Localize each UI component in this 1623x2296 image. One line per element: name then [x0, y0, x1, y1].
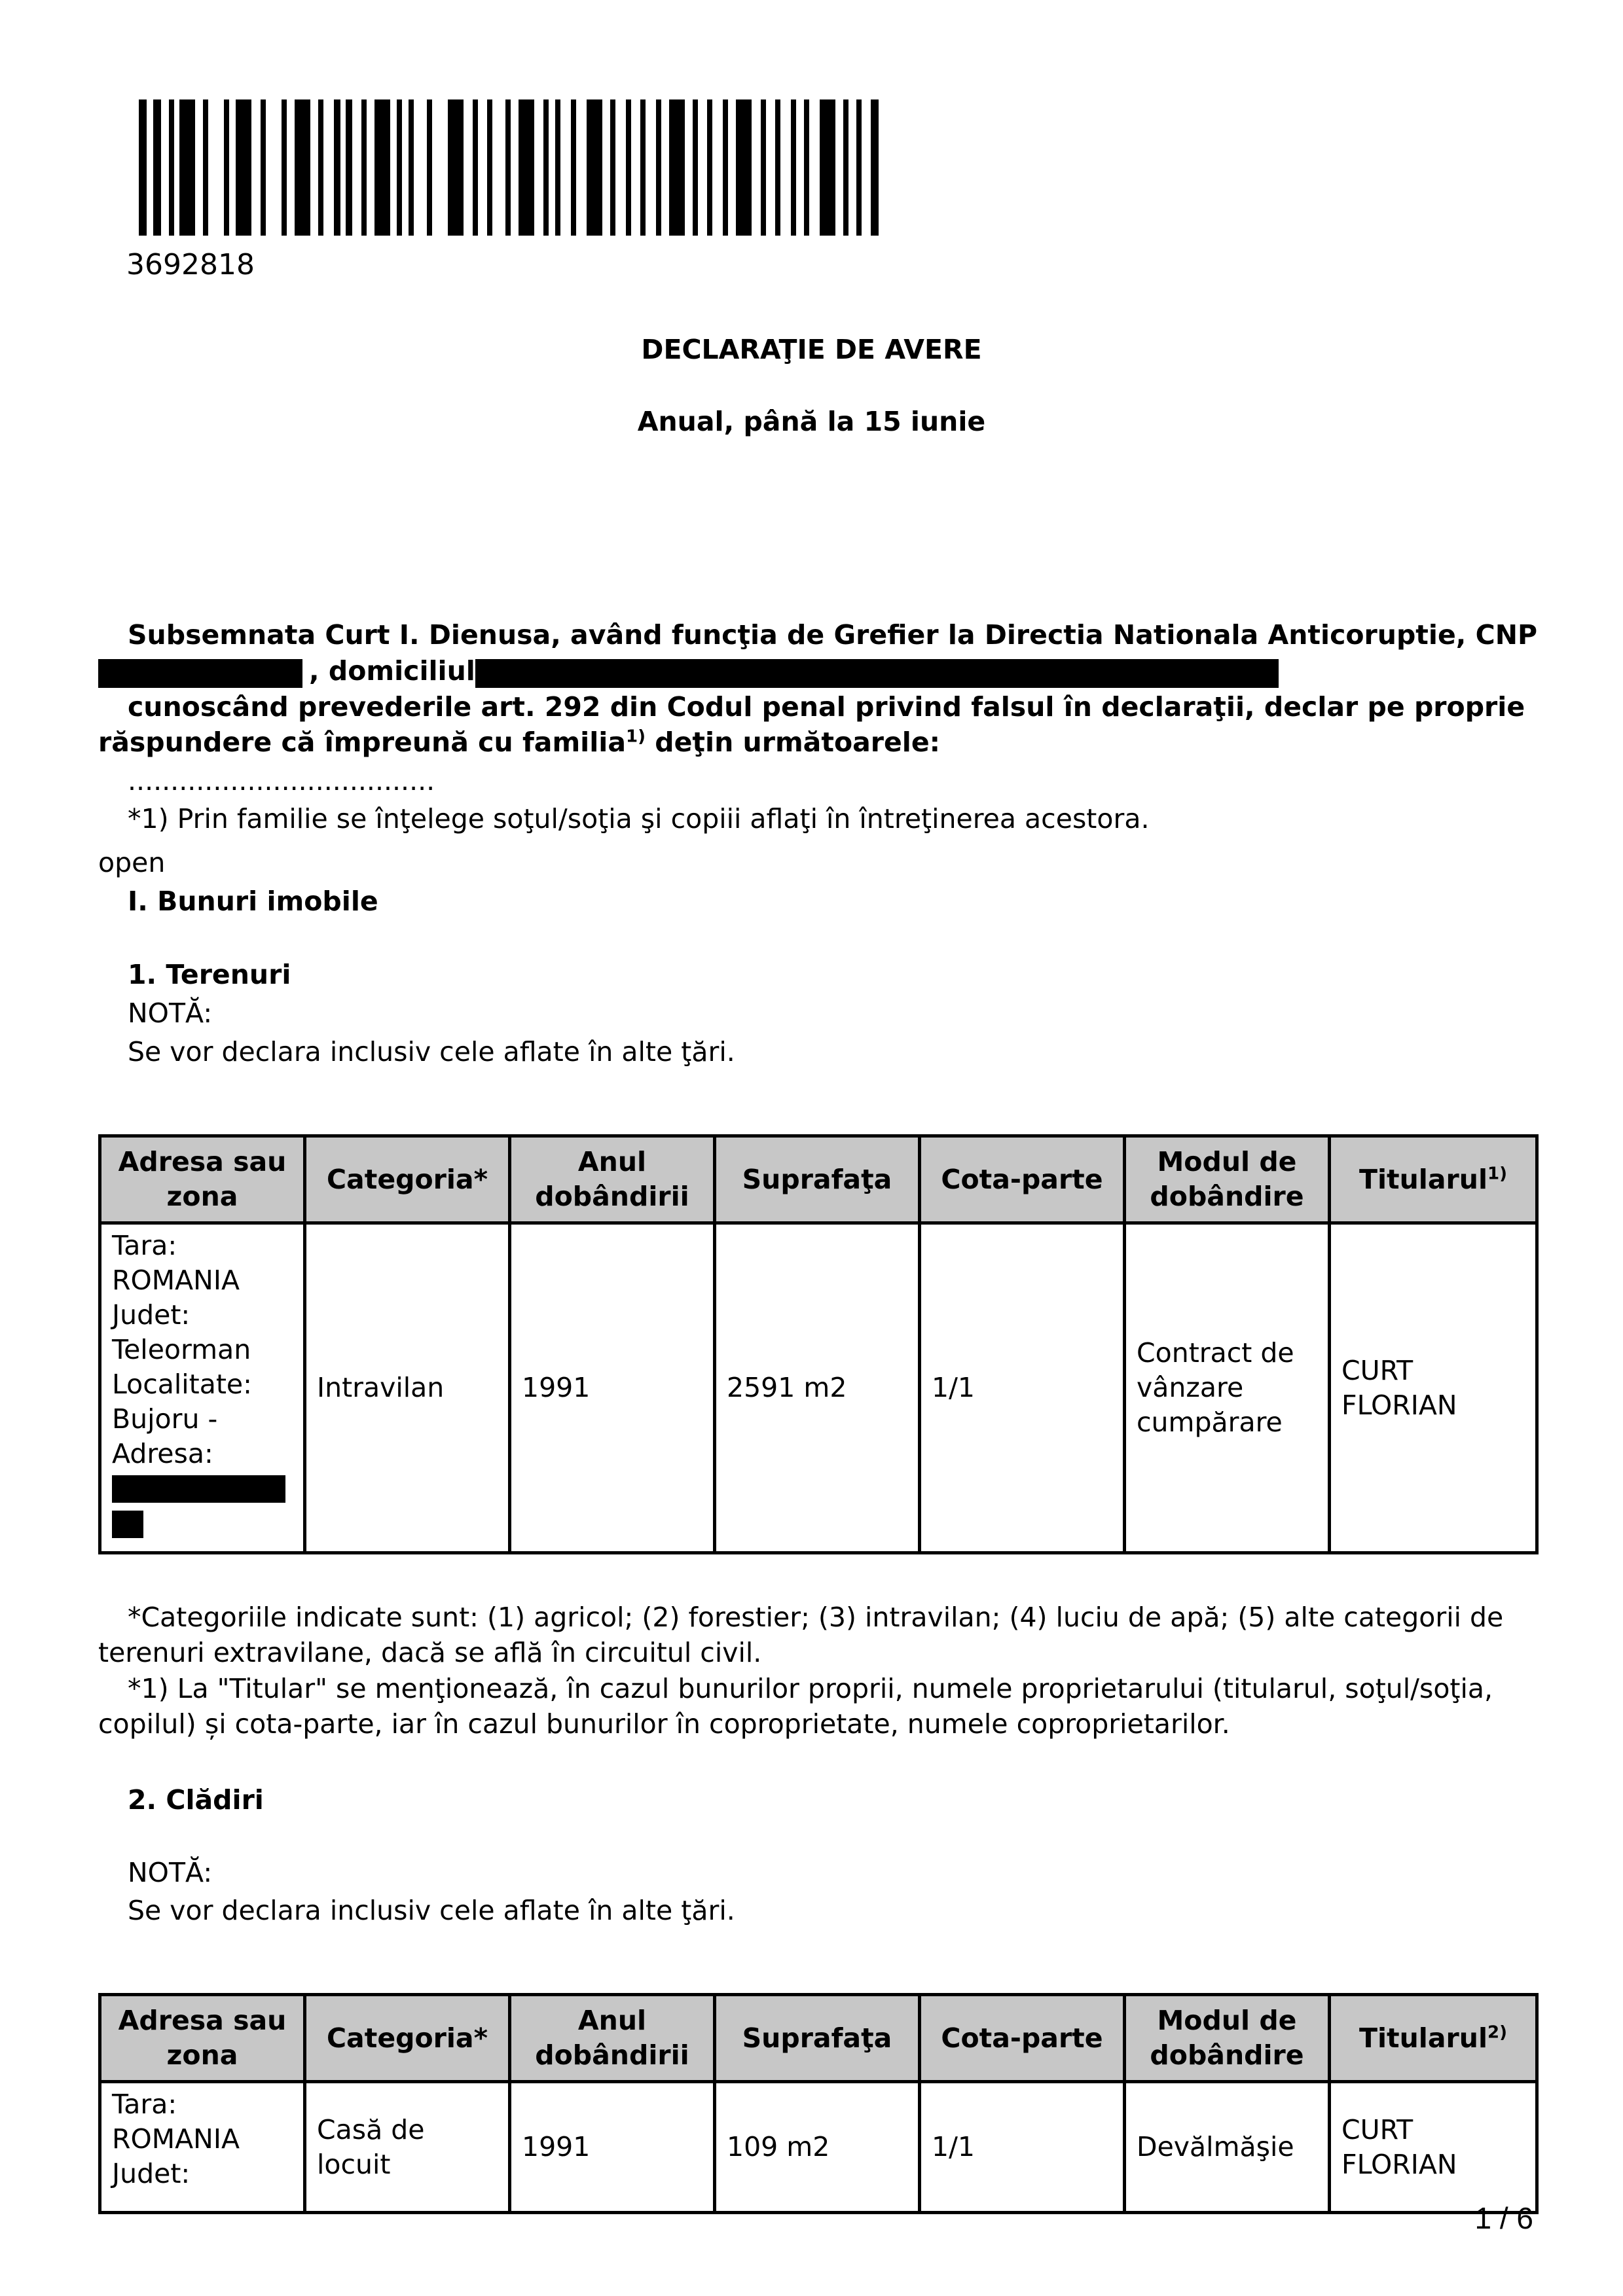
header-mode: Modul de dobândire: [1125, 1136, 1330, 1223]
land-table-header: [100, 1136, 1537, 1223]
barcode-bar: [656, 99, 661, 236]
address-line: Adresa:: [112, 1438, 213, 1469]
barcode-bar: [261, 99, 266, 236]
buildings-table: [98, 1993, 1539, 2214]
address-line: Bujoru -: [112, 1403, 218, 1435]
barcode-bar: [487, 99, 492, 236]
redacted-cnp: [98, 659, 302, 688]
land-nota-text: Se vor declara inclusiv cele aflate în alte ţări.: [128, 1036, 735, 1067]
cell-mode: Devălmăşie: [1125, 2082, 1330, 2213]
header-holder: Titularul$^{1)}$: [1330, 1136, 1537, 1223]
land-nota-label: NOTĂ:: [128, 997, 213, 1029]
cell-category: Intravilan: [305, 1223, 510, 1553]
buildings-nota-text: Se vor declara inclusiv cele aflate în alte ţări.: [128, 1895, 735, 1926]
barcode-bar: [543, 99, 549, 236]
address-line: ROMANIA: [112, 2123, 240, 2155]
header-holder: Titularul$^{2)}$: [1330, 1995, 1537, 2082]
redacted-address: [112, 1511, 143, 1538]
domicile-label: , domiciliul: [309, 655, 475, 687]
cell-area: 109 m2: [715, 2082, 920, 2213]
barcode-bar: [640, 99, 646, 236]
barcode-bar: [361, 99, 367, 236]
barcode: [139, 99, 879, 236]
barcode-bar: [669, 99, 685, 236]
categories-note-line-2: terenuri extravilane, dacă se află în circuitul civil.: [98, 1637, 762, 1668]
cell-address: [100, 1223, 305, 1553]
barcode-number: 3692818: [126, 248, 255, 281]
cell-share: 1/1: [920, 2082, 1125, 2213]
section-1-title: I. Bunuri imobile: [128, 886, 378, 917]
barcode-bar: [736, 99, 752, 236]
barcode-bar: [804, 99, 809, 236]
holder-note-line-2: copilul) și cota-parte, iar în cazul bunurilor în coproprietate, numele coproprietarilor.: [98, 1708, 1230, 1740]
barcode-bar: [626, 99, 631, 236]
header-category: Categoria*: [305, 1995, 510, 2082]
holder-note-line-1: *1) La "Titular" se menţionează, în cazul bunurilor proprii, numele proprietarului (titularul, soţul/soţia,: [128, 1673, 1493, 1704]
barcode-bar: [871, 99, 879, 236]
family-note: *1) Prin familie se înţelege soţul/soţia şi copiii aflaţi în întreţinerea acestora.: [128, 803, 1150, 834]
barcode-bar: [843, 99, 848, 236]
land-table: [98, 1134, 1539, 1554]
barcode-bar: [346, 99, 352, 236]
page-number: 1 / 6: [1474, 2201, 1533, 2235]
declaration-line-4: răspundere că împreună cu familia$^{1)}$ deţin următoarele:: [98, 726, 941, 758]
header-area: Suprafaţa: [715, 1995, 920, 2082]
barcode-bar: [374, 99, 390, 236]
cell-mode: Contract de vânzare cumpărare: [1125, 1223, 1330, 1553]
barcode-bar: [448, 99, 464, 236]
declaration-line-1: Subsemnata Curt I. Dienusa, având funcţia de Grefier la Directia Nationala Anticoruptie, CNP: [128, 619, 1538, 651]
barcode-bar: [707, 99, 712, 236]
barcode-bar: [224, 99, 229, 236]
cell-area: 2591 m2: [715, 1223, 920, 1553]
buildings-table-header: [100, 1995, 1537, 2082]
address-line: Judet:: [112, 2158, 191, 2189]
table-row: [100, 2082, 1537, 2213]
barcode-bar: [587, 99, 602, 236]
redacted-address: [112, 1475, 285, 1503]
declaration-dots: ....................................: [128, 765, 435, 797]
barcode-bar: [203, 99, 208, 236]
document-title: DECLARAŢIE DE AVERE: [641, 334, 982, 365]
redacted-domicile: [475, 659, 1279, 688]
declaration-line-3: cunoscând prevederile art. 292 din Codul penal privind falsul în declaraţii, declar pe proprie: [128, 691, 1525, 723]
cell-holder: CURT FLORIAN: [1330, 1223, 1537, 1553]
buildings-nota-label: NOTĂ:: [128, 1857, 213, 1888]
buildings-title: 2. Clădiri: [128, 1784, 264, 1816]
header-share: Cota-parte: [920, 1136, 1125, 1223]
header-mode: Modul de dobândire: [1125, 1995, 1330, 2082]
barcode-bar: [519, 99, 534, 236]
barcode-bar: [236, 99, 251, 236]
address-line: Teleorman: [112, 1334, 251, 1365]
header-year: Anul dobândirii: [510, 1136, 715, 1223]
barcode-bar: [775, 99, 780, 236]
address-line: Localitate:: [112, 1369, 252, 1400]
address-line: Judet:: [112, 1299, 191, 1331]
header-year: Anul dobândirii: [510, 1995, 715, 2082]
address-line: Tara:: [112, 1230, 177, 1261]
barcode-bar: [571, 99, 576, 236]
barcode-bar: [409, 99, 414, 236]
table-row: [100, 1223, 1537, 1553]
barcode-bar: [139, 99, 147, 236]
barcode-bar: [397, 99, 402, 236]
cell-year: 1991: [510, 2082, 715, 2213]
barcode-bar: [427, 99, 432, 236]
barcode-bar: [282, 99, 287, 236]
barcode-bar: [318, 99, 323, 236]
document-subtitle: Anual, până la 15 iunie: [637, 406, 986, 437]
barcode-bar: [473, 99, 478, 236]
land-title: 1. Terenuri: [128, 959, 291, 990]
cell-holder: CURT FLORIAN: [1330, 2082, 1537, 2213]
barcode-bar: [295, 99, 310, 236]
barcode-bar: [555, 99, 560, 236]
barcode-bar: [723, 99, 728, 236]
barcode-bar: [179, 99, 195, 236]
cell-category: Casă de locuit: [305, 2082, 510, 2213]
barcode-bar: [610, 99, 615, 236]
header-address: Adresa sau zona: [100, 1995, 305, 2082]
address-line: ROMANIA: [112, 1265, 240, 1296]
cell-year: 1991: [510, 1223, 715, 1553]
cell-address: [100, 2082, 305, 2213]
header-category: Categoria*: [305, 1136, 510, 1223]
header-area: Suprafaţa: [715, 1136, 920, 1223]
header-address: Adresa sau zona: [100, 1136, 305, 1223]
barcode-bar: [791, 99, 796, 236]
header-share: Cota-parte: [920, 1995, 1125, 2082]
address-line: Tara:: [112, 2089, 177, 2120]
barcode-bar: [169, 99, 174, 236]
barcode-bar: [153, 99, 161, 236]
barcode-bar: [693, 99, 698, 236]
barcode-bar: [505, 99, 511, 236]
cell-share: 1/1: [920, 1223, 1125, 1553]
open-text: open: [98, 847, 166, 878]
barcode-bar: [856, 99, 862, 236]
barcode-bar: [334, 99, 340, 236]
barcode-bar: [761, 99, 766, 236]
categories-note-line-1: *Categoriile indicate sunt: (1) agricol; (2) forestier; (3) intravilan; (4) luciu de apă; (5) alte categorii de: [128, 1602, 1504, 1633]
barcode-bar: [820, 99, 835, 236]
